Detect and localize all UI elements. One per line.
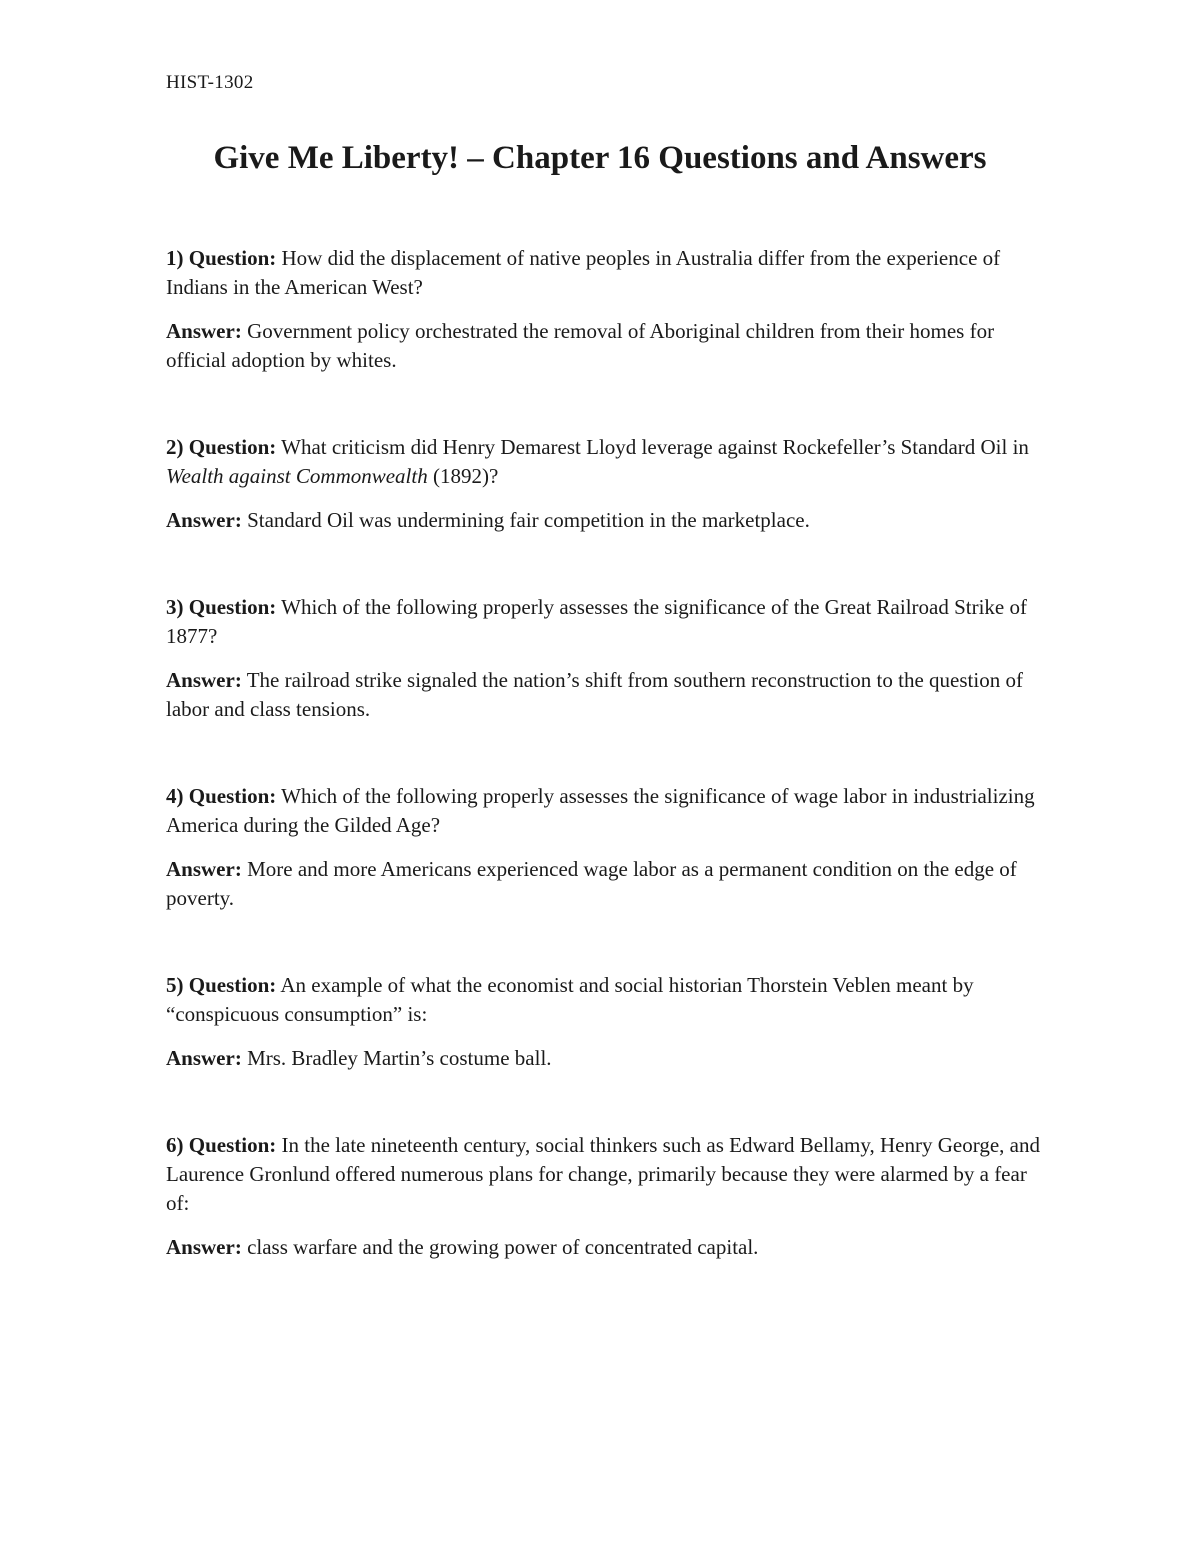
question-4 <box>166 782 1046 840</box>
answer-2 <box>166 506 1046 535</box>
question-text: In the late nineteenth century, social thinkers such as Edward Bellamy, Henry George, and Laurence Gronlund offered numerous plans for change, primarily because they were alarmed by a fear of: <box>166 1133 1040 1215</box>
question-2 <box>166 433 1046 491</box>
answer-label: Answer: <box>166 857 242 881</box>
qa-item-5 <box>166 971 1046 1073</box>
answer-6 <box>166 1233 1046 1262</box>
answer-text: class warfare and the growing power of concentrated capital. <box>247 1235 759 1259</box>
book-title: Wealth against Commonwealth <box>166 464 428 488</box>
answer-text: Mrs. Bradley Martin’s costume ball. <box>247 1046 552 1070</box>
answer-label: Answer: <box>166 668 242 692</box>
qa-item-1 <box>166 244 1046 375</box>
question-label: Question: <box>188 1133 277 1157</box>
question-3 <box>166 593 1046 651</box>
question-text: How did the displacement of native peoples in Australia differ from the experience of Indians in the American West? <box>166 246 1001 299</box>
question-label: Question: <box>188 784 277 808</box>
question-text: Which of the following properly assesses the significance of the Great Railroad Strike of 1877? <box>166 595 1027 648</box>
answer-text: More and more Americans experienced wage labor as a permanent condition on the edge of poverty. <box>166 857 1017 910</box>
question-5 <box>166 971 1046 1029</box>
answer-text: Standard Oil was undermining fair competition in the marketplace. <box>247 508 810 532</box>
question-text: An example of what the economist and social historian Thorstein Veblen meant by “conspicuous consumption” is: <box>166 973 974 1026</box>
question-text: What criticism did Henry Demarest Lloyd leverage against Rockefeller’s Standard Oil in <box>281 435 1029 459</box>
answer-label: Answer: <box>166 508 242 532</box>
answer-label: Answer: <box>166 1046 242 1070</box>
question-number: 5) <box>166 973 184 997</box>
question-number: 3) <box>166 595 184 619</box>
qa-item-4 <box>166 782 1046 913</box>
question-text-end: (1892)? <box>427 464 499 488</box>
question-label: Question: <box>188 973 277 997</box>
answer-1 <box>166 317 1046 375</box>
answer-5 <box>166 1044 1046 1073</box>
question-label: Question: <box>188 595 277 619</box>
document-title: Give Me Liberty! – Chapter 16 Questions and Answers <box>213 140 987 176</box>
qa-list <box>166 244 1046 1320</box>
qa-item-2 <box>166 433 1046 535</box>
question-label: Question: <box>188 435 277 459</box>
answer-text: Government policy orchestrated the removal of Aboriginal children from their homes for official adoption by whites. <box>166 319 995 372</box>
answer-3 <box>166 666 1046 724</box>
question-6 <box>166 1131 1046 1218</box>
question-text: Which of the following properly assesses the significance of wage labor in industrializing America during the Gilded Age? <box>166 784 1035 837</box>
answer-text: The railroad strike signaled the nation’s shift from southern reconstruction to the question of labor and class tensions. <box>166 668 1023 721</box>
question-number: 2) <box>166 435 184 459</box>
answer-4 <box>166 855 1046 913</box>
question-1 <box>166 244 1046 302</box>
qa-item-6 <box>166 1131 1046 1262</box>
qa-item-3 <box>166 593 1046 724</box>
question-number: 6) <box>166 1133 184 1157</box>
answer-label: Answer: <box>166 319 242 343</box>
question-number: 4) <box>166 784 184 808</box>
question-number: 1) <box>166 246 184 270</box>
course-code: HIST-1302 <box>166 72 254 93</box>
answer-label: Answer: <box>166 1235 242 1259</box>
question-label: Question: <box>188 246 277 270</box>
